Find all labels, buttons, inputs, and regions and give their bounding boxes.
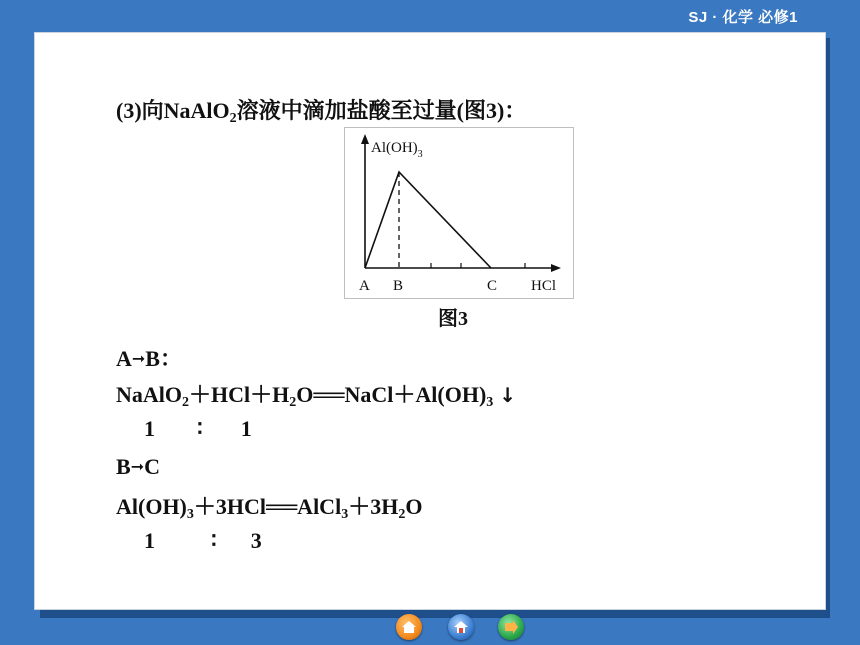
step1-label: A➞B： xyxy=(116,346,182,371)
back-button[interactable] xyxy=(448,614,474,640)
right-arrow-icon: ➞ xyxy=(130,457,145,476)
precipitate-graph xyxy=(345,128,573,298)
point-b-label: B xyxy=(393,278,404,294)
point-a-label: A xyxy=(359,278,370,294)
precipitate-curve xyxy=(365,172,491,268)
ratio-2: 1 ∶ 3 xyxy=(144,528,262,553)
equation-2: $Al(OH)_3+3HCl══AlCl_3+3H_2O$ xyxy=(116,494,423,522)
home-icon xyxy=(401,619,417,635)
right-arrow-icon: ➞ xyxy=(131,349,146,368)
home-button[interactable] xyxy=(396,614,422,640)
course-label: SJ · 化学 必修1 xyxy=(688,9,798,26)
x-axis-arrow-icon xyxy=(551,264,561,272)
section-heading: (3)向NaAlO$_2$溶液中滴加盐酸至过量(图3)： xyxy=(116,98,527,126)
ratio-1: 1 ∶ 1 xyxy=(144,416,252,441)
point-c-label: C xyxy=(487,278,498,294)
back-icon xyxy=(453,619,469,635)
y-axis-arrow-icon xyxy=(361,134,369,144)
forward-icon xyxy=(503,619,519,635)
precipitate-arrow: ↓ xyxy=(499,383,517,407)
equation-1: $NaAlO_2+HCl+H_2O══NaCl+Al(OH)_3$ ↓ xyxy=(116,382,517,410)
x-axis-label: HCl xyxy=(531,278,557,294)
nav-bar xyxy=(392,612,532,642)
figure-caption: 图3 xyxy=(438,308,468,330)
step2-label: B➞C xyxy=(116,454,160,479)
forward-button[interactable] xyxy=(498,614,524,640)
y-axis-label: $Al(OH)_3$ xyxy=(371,140,423,160)
figure-3 xyxy=(344,127,574,299)
